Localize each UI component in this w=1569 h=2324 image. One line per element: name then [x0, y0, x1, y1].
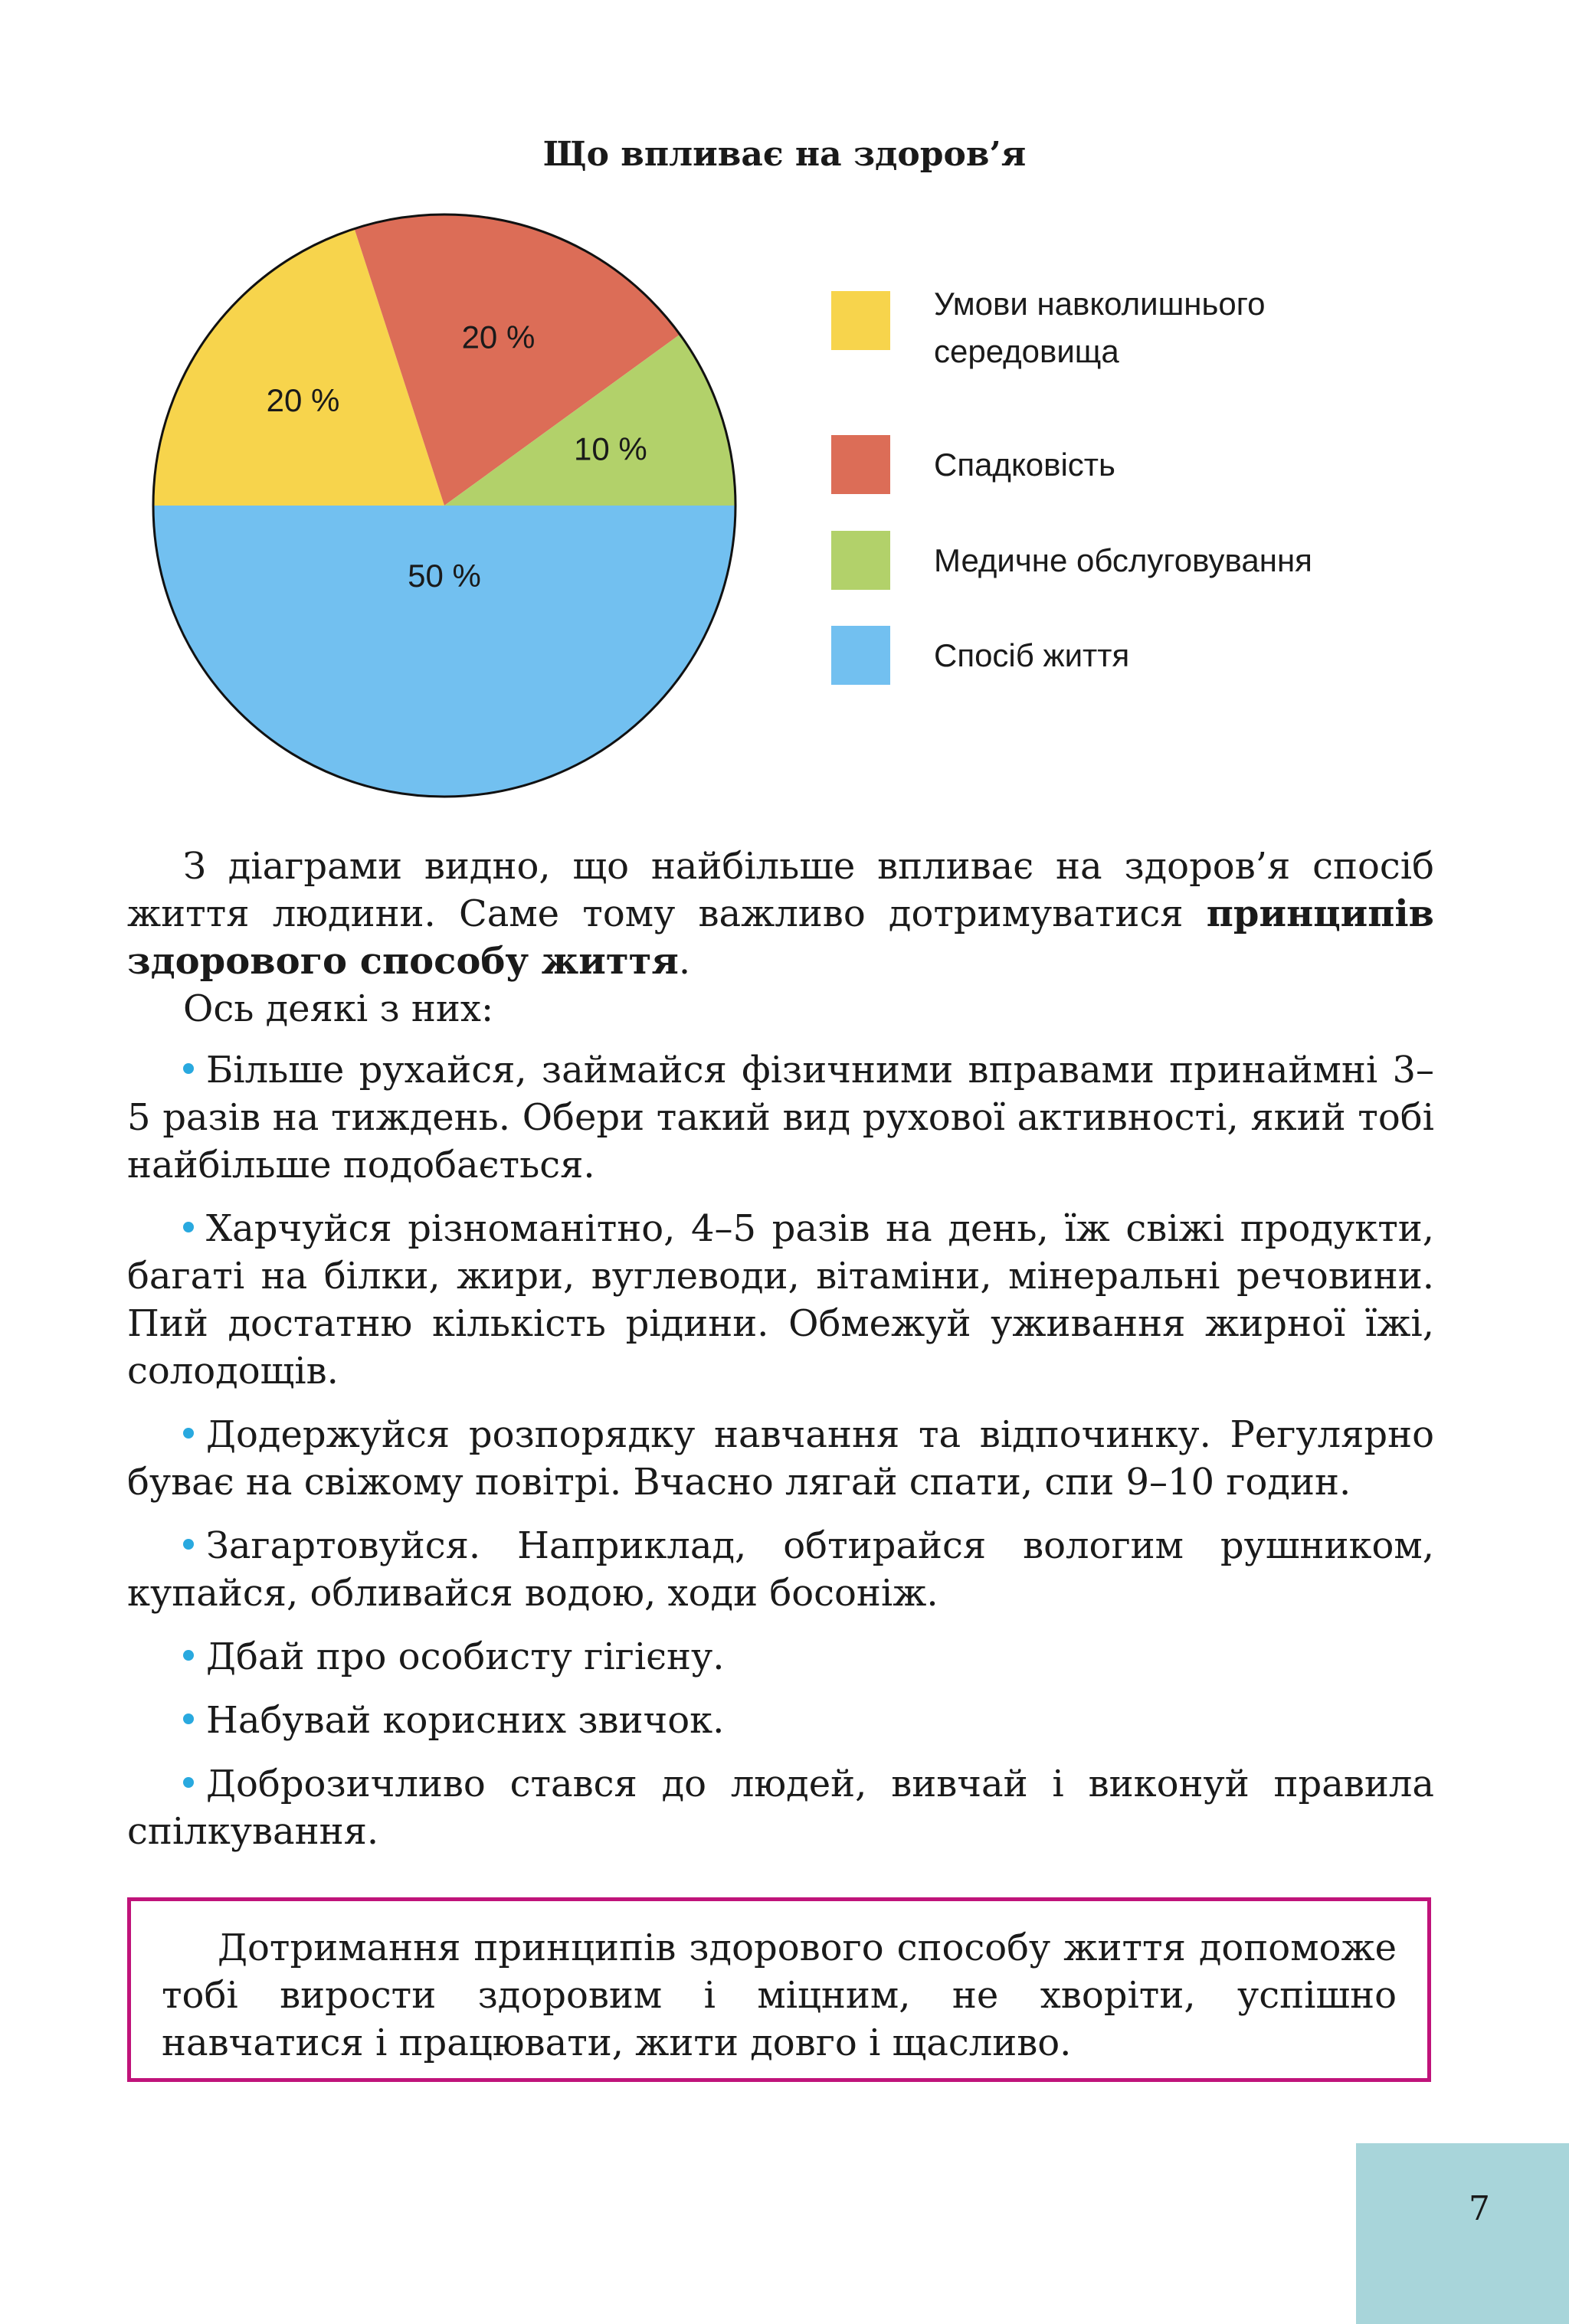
page-number-tab: [1356, 2143, 1569, 2324]
legend-label: Спадковість: [934, 447, 1115, 483]
intro-text: З діаграми видно, що найбільше впливає на здоров’я спосіб життя людини. Саме тому важливо дотримуватися: [127, 845, 1434, 935]
intro-bold-text: принципів здорового способу життя: [127, 892, 1434, 983]
legend-swatch: [831, 291, 890, 350]
legend-label: Спосіб життя: [934, 637, 1130, 673]
list-item: [127, 1697, 1434, 1744]
list-item: [127, 1760, 1434, 1855]
bullet-icon: [183, 1063, 194, 1074]
slice-label: 10 %: [573, 430, 647, 467]
legend-swatch: [831, 626, 890, 685]
note-text: Дотримання принципів здорового способу життя допоможе тобі вирости здоровим і міцним, не хворіти, успішно навчатися і працювати, жити довго і щасливо.: [162, 1926, 1397, 2064]
list-item-text: Загартовуйся. Наприклад, обтирайся вологим рушником, купайся, обливайся водою, ходи босоніж.: [127, 1524, 1434, 1615]
slice-label: 50 %: [408, 558, 481, 594]
pie-slice: [153, 506, 735, 797]
slice-label: 20 %: [461, 319, 536, 355]
list-item: [127, 1205, 1434, 1395]
page-number: 7: [1469, 2189, 1490, 2228]
pie-chart: [146, 207, 743, 804]
slice-label: 20 %: [266, 382, 340, 419]
list-item: [127, 1411, 1434, 1506]
bullet-icon: [183, 1539, 194, 1550]
list-item: [127, 1633, 1434, 1681]
list-item: [127, 1522, 1434, 1617]
principles-list: [127, 1046, 1434, 1855]
legend-swatch: [831, 531, 890, 590]
intro-paragraph: [127, 843, 1434, 985]
bullet-icon: [183, 1714, 194, 1724]
legend-label: Медичне обслуговування: [934, 542, 1312, 578]
list-item-text: Доброзичливо стався до людей, вивчай і виконуй правила спілкування.: [127, 1763, 1434, 1853]
bullet-icon: [183, 1222, 194, 1232]
list-item-text: Додержуйся розпорядку навчання та відпочинку. Регулярно буває на свіжому повітрі. Вчасно лягай спати, спи 9–10 годин.: [127, 1413, 1434, 1504]
list-item-text: Харчуйся різноманітно, 4–5 разів на день, їж свіжі продукти, багаті на білки, жири, вуглеводи, вітаміни, мінеральні речовини. Пий достатню кількість рідини. Обмежуй уживання жирної їжі, солодощів.: [127, 1207, 1434, 1393]
list-item-text: Набувай корисних звичок.: [206, 1699, 725, 1742]
note-box: [127, 1897, 1431, 2082]
list-item-text: Більше рухайся, займайся фізичними вправами принаймні 3–5 разів на тиждень. Обери такий вид рухової активності, який тобі найбільше подобається.: [127, 1049, 1434, 1187]
legend-label: Умови навколишнього середовища: [934, 286, 1266, 369]
lead-paragraph: Ось деякі з них:: [183, 987, 494, 1030]
bullet-icon: [183, 1777, 194, 1788]
bullet-icon: [183, 1428, 194, 1439]
bullet-icon: [183, 1650, 194, 1661]
list-item: [127, 1046, 1434, 1189]
main-text: [127, 843, 1434, 1871]
intro-end: .: [678, 940, 691, 983]
list-item-text: Дбай про особисту гігієну.: [206, 1635, 725, 1678]
legend-swatch: [831, 435, 890, 494]
chart-title: Що впливає на здоров’я: [542, 135, 1027, 174]
